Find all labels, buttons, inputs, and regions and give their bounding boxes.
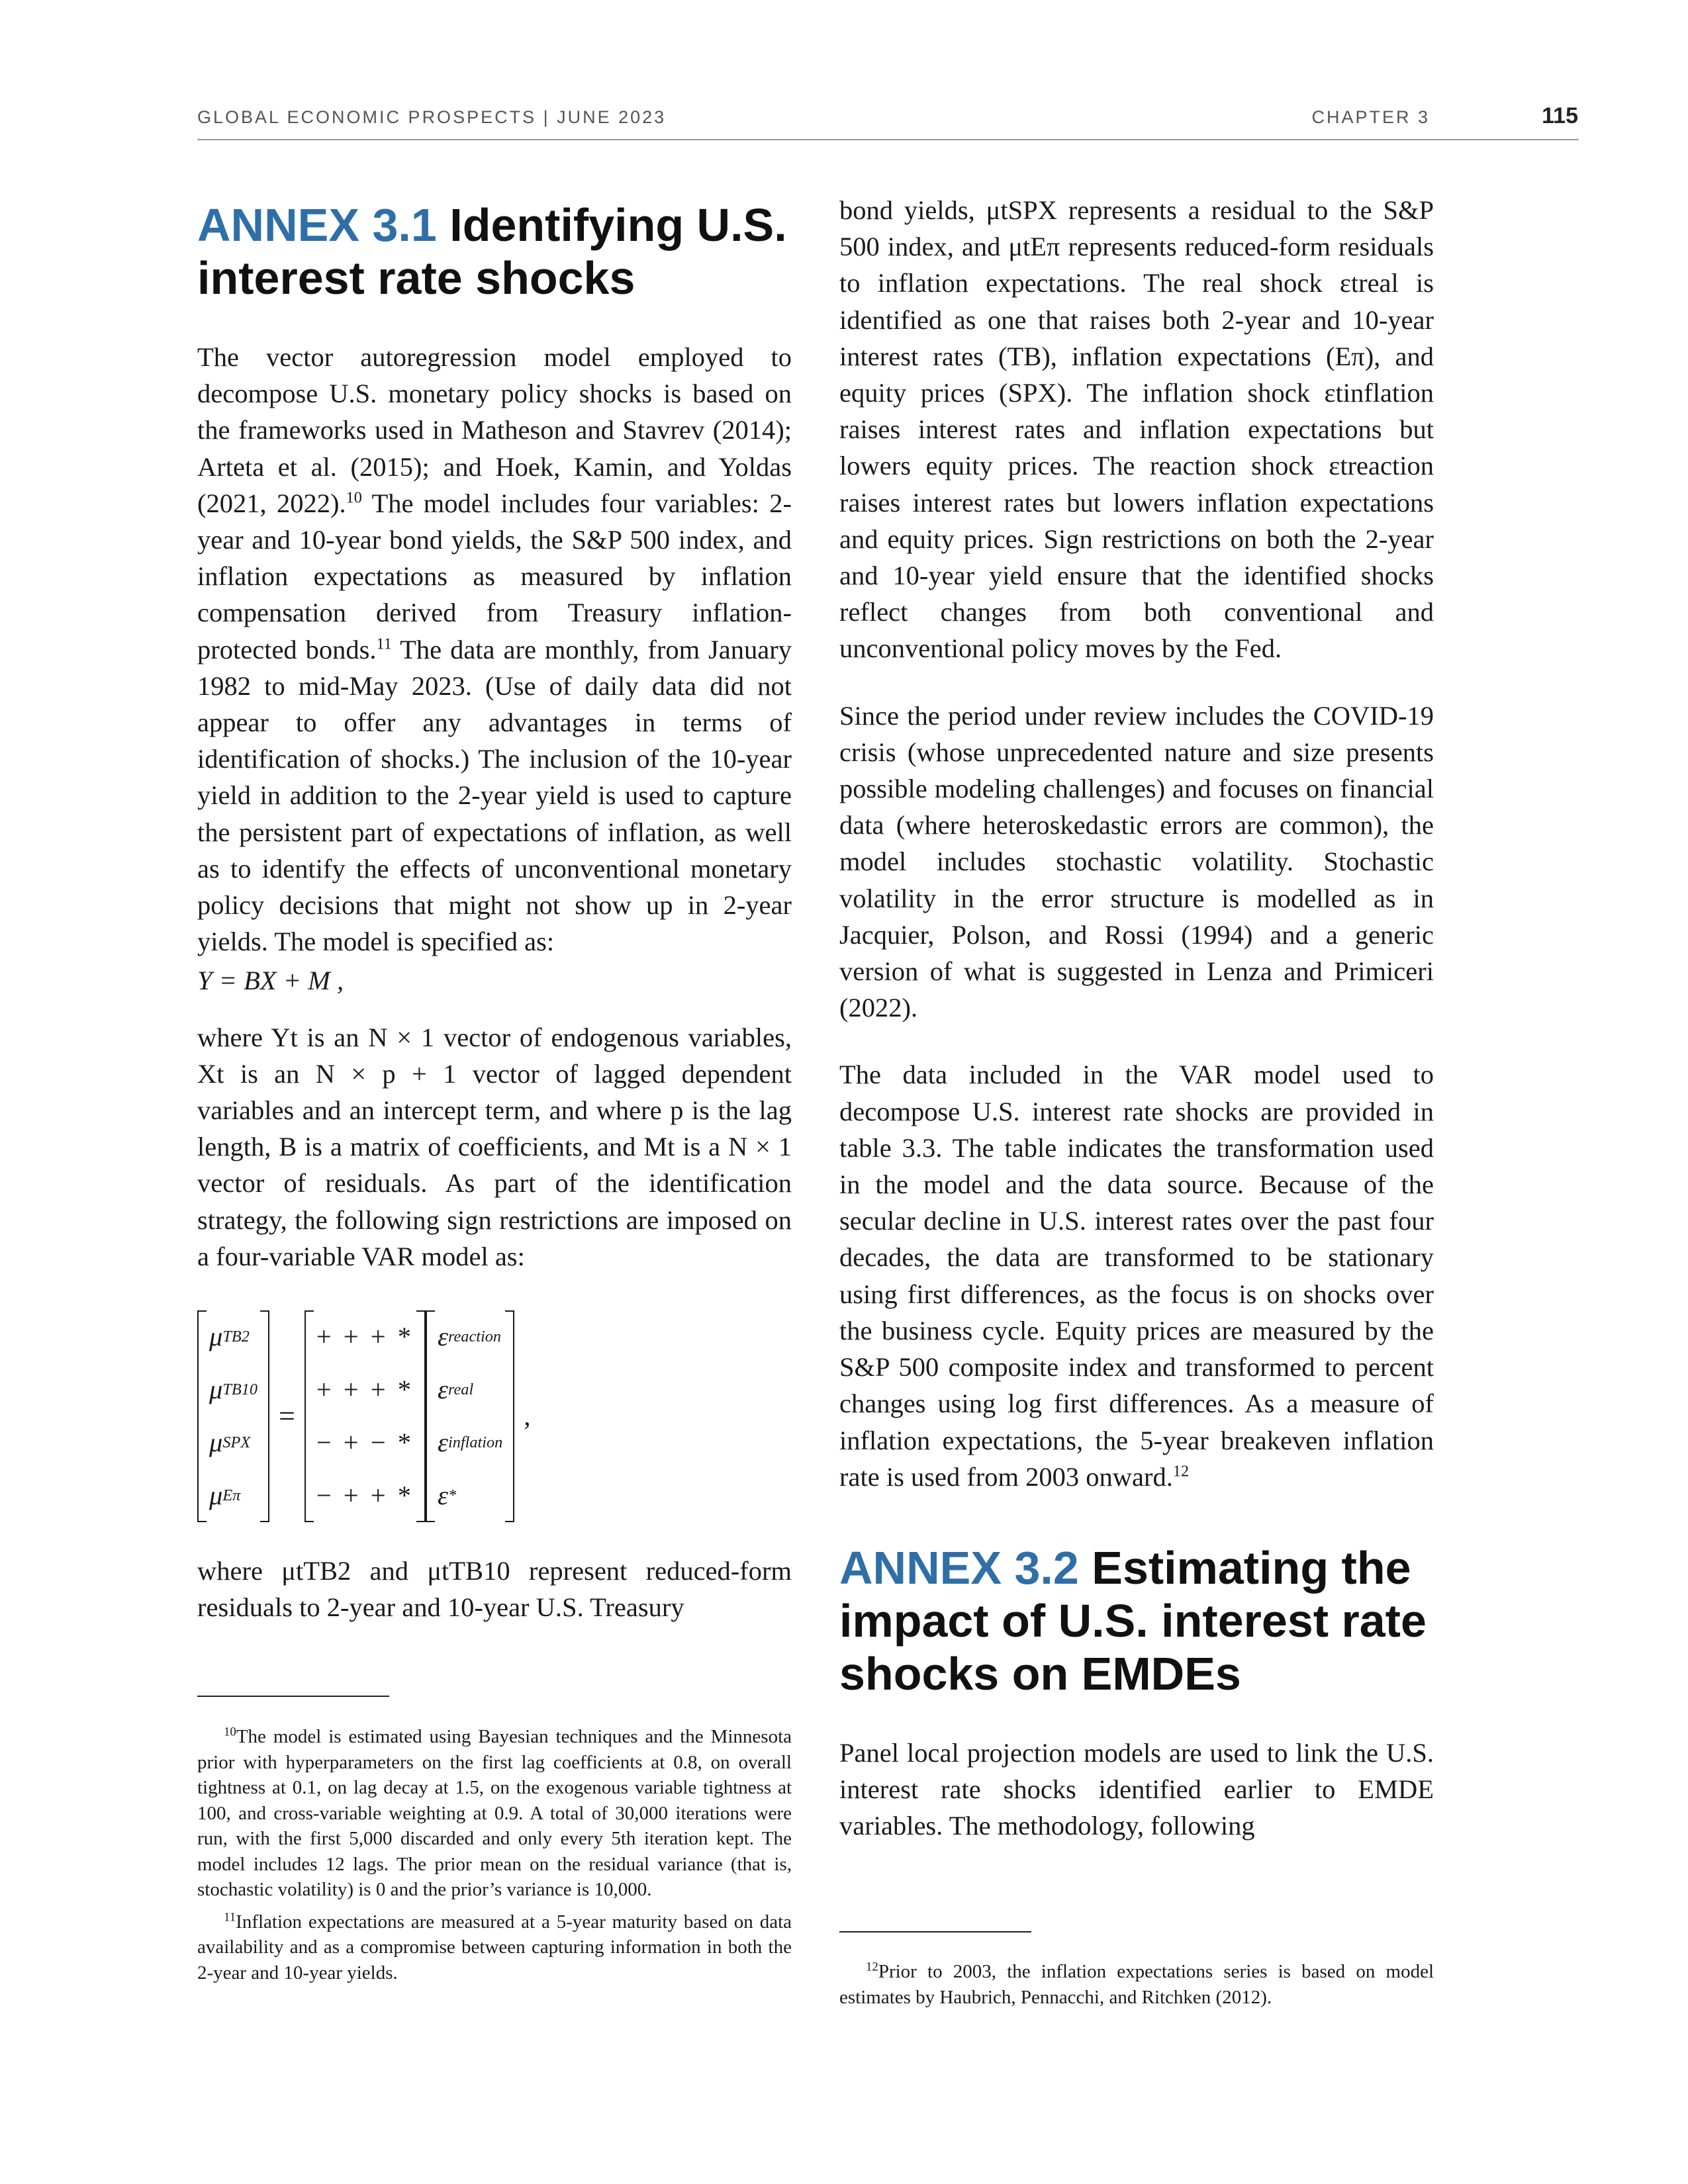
footnote-rule-right	[839, 1931, 1031, 1933]
matrix-comma: ,	[524, 1401, 531, 1432]
matrix-rhs-cell: ε *	[437, 1480, 457, 1511]
annex-3-1-paragraph-4: bond yields, μtSPX represents a residual to the S&P 500 index, and μtEπ represents reduced-form residuals to inflation expectations. The real shock εtreal is identified as one that raises both 2-year and 10-year interest rates (TB), inflation expectations (Eπ), and equity prices (SPX). The inflation shock εtinflation raises interest rates and inflation expectations but lowers equity prices. The reaction shock εtreaction raises interest rates but lowers inflation expectations and equity prices. Sign restrictions on both the 2-year and 10-year yield ensure that the identified shocks reflect changes from both conventional and unconventional policy moves by the Fed.	[839, 195, 1434, 664]
matrix-equals-sign: =	[279, 1400, 295, 1433]
matrix-sign-row: + + + *	[316, 1322, 414, 1352]
matrix-lhs-cell: μ Eπ	[209, 1480, 241, 1511]
footnotes-left	[197, 1724, 792, 1992]
footnote-11: $^{11}$Inflation expectations are measured at a 5-year maturity based on data availability and as a compromise between capturing information in both the 2-year and 10-year yields.	[197, 1909, 792, 1983]
annex-3-1-paragraph-6: The data included in the VAR model used to decompose U.S. interest rate shocks are provided in table 3.3. The table indicates the transformation used in the model and the data source. Because of the secular decline in U.S. interest rates over the past four decades, the data are transformed to be stationary using first differences, as the focus is on shocks over the business cycle. Equity prices are measured by the S&P 500 composite index and transformed to percent changes using log first differences. As a measure of inflation expectations, the 5-year breakeven inflation rate is used from 2003 onward.$^{12}$	[839, 1060, 1434, 1492]
matrix-lhs-cell: μ TB2	[209, 1322, 250, 1352]
model-equation	[197, 962, 792, 999]
matrix-rhs-cell: ε reaction	[437, 1322, 502, 1352]
matrix-sign-block	[305, 1310, 426, 1522]
running-header-title: GLOBAL ECONOMIC PROSPECTS | JUNE 2023	[197, 107, 667, 127]
matrix-rhs-cell: ε inflation	[437, 1428, 503, 1458]
annex-3-2-heading	[839, 1541, 1434, 1700]
matrix-sign-row: − + − *	[316, 1428, 414, 1458]
matrix-lhs-cell: μ TB10	[209, 1375, 258, 1405]
annex-3-1-title: Identifying U.S. interest rate shocks	[197, 199, 787, 304]
footnote-ref-12[interactable]: 12	[1172, 1462, 1190, 1480]
annex-3-2-number: ANNEX 3.2	[839, 1541, 1079, 1594]
footnote-ref-10[interactable]: 10	[346, 488, 362, 507]
page-number: 115	[1542, 103, 1578, 128]
annex-3-1-heading	[197, 199, 792, 304]
annex-3-1-paragraph-1: The vector autoregression model employed to decompose U.S. monetary policy shocks is based on the frameworks used in Matheson and Stavrev (2014); Arteta et al. (2015); and Hoek, Kamin, and Yoldas (2021, 2022).$^{10}$ The model includes four variables: 2-year and 10-year bond yields, the S&P 500 index, and inflation expectations as measured by inflation compensation derived from Treasury inflation-protected bonds.$^{11}$ The data are monthly, from January 1982 to mid-May 2023. (Use of daily data did not appear to offer any advantages in terms of identification of shocks.) The inclusion of the 10-year yield in addition to the 2-year yield is used to capture the persistent part of expectations of inflation, as well as to identify the effects of unconventional monetary policy decisions that might not show up in 2-year yields. The model is specified as:	[197, 342, 792, 957]
left-column	[197, 192, 792, 1625]
annex-3-2-paragraph-1: Panel local projection models are used to link the U.S. interest rate shocks identified earlier to EMDE variables. The methodology, following	[839, 1737, 1434, 1841]
sign-restriction-matrix	[197, 1304, 792, 1529]
annex-3-1-paragraph-5: Since the period under review includes the COVID-19 crisis (whose unprecedented nature and size presents possible modeling challenges) and focuses on financial data (where heteroskedastic errors are common), the model includes stochastic volatility. Stochastic volatility in the error structure is modelled as in Jacquier, Polson, and Rossi (1994) and a generic version of what is suggested in Lenza and Primiceri (2022).	[839, 700, 1434, 1023]
matrix-rhs-cell: ε real	[437, 1375, 474, 1405]
footnote-12: $^{12}$Prior to 2003, the inflation expectations series is based on model estimates by Haubrich, Pennacchi, and Ritchken (2012).	[839, 1960, 1434, 2008]
matrix-sign-row: + + + *	[316, 1375, 414, 1405]
footnote-ref-11[interactable]: 11	[376, 635, 392, 653]
footnotes-right	[839, 1959, 1434, 2017]
running-header-chapter: CHAPTER 3	[1311, 107, 1430, 127]
matrix-lhs-cell: μ SPX	[209, 1428, 251, 1458]
annex-3-1-number: ANNEX 3.1	[197, 199, 437, 251]
matrix-rhs-vector	[426, 1310, 514, 1522]
annex-3-1-paragraph-2: where Yt is an N × 1 vector of endogenous variables, Xt is an N × p + 1 vector of lagged dependent variables and an intercept term, and where p is the lag length, B is a matrix of coefficients, and Mt is a N × 1 vector of residuals. As part of the identification strategy, the following sign restrictions are imposed on a four-variable VAR model as:	[197, 1022, 792, 1271]
annex-3-1-paragraph-3: where μtTB2 and μtTB10 represent reduced-form residuals to 2-year and 10-year U.S. Treasury	[197, 1556, 792, 1623]
matrix-lhs-vector	[197, 1310, 269, 1522]
matrix-sign-row: − + + *	[316, 1480, 414, 1511]
footnote-10: $^{10}$The model is estimated using Bayesian techniques and the Minnesota prior with hyperparameters on the first lag coefficients at 0.8, on overall tightness at 0.1, on lag decay at 1.5, on the exogenous variable tightness at 100, and cross-variable weighting at 0.9. A total of 30,000 iterations were run, with the first 5,000 discarded and only every 5th iteration kept. The model includes 12 lags. The prior mean on the residual variance (that is, stochastic volatility) is 0 and the prior’s variance is 10,000.	[197, 1725, 792, 1900]
header-rule	[197, 139, 1579, 140]
equation-text: Y = BX + M ,	[197, 966, 344, 996]
annex-3-2-title: Estimating the impact of U.S. interest rate shocks on EMDEs	[839, 1541, 1427, 1700]
footnote-rule-left	[197, 1696, 389, 1697]
right-column	[839, 192, 1434, 1844]
